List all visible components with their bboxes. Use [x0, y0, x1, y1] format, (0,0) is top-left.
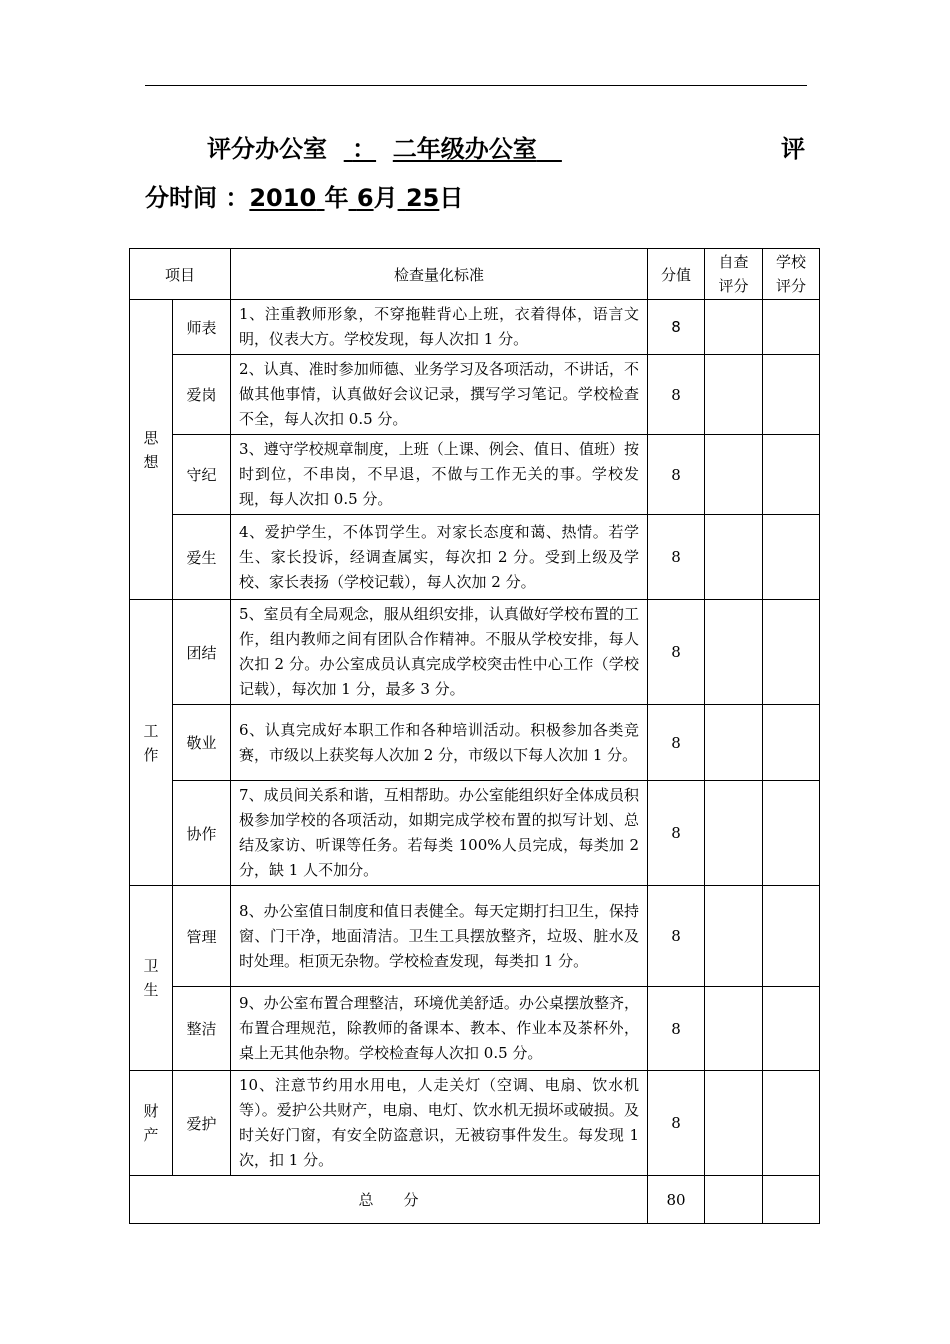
month-unit: 月: [373, 184, 398, 212]
score-value: 8: [648, 886, 705, 987]
table-row: [130, 515, 820, 600]
subitem-label: 管理: [173, 886, 231, 987]
score-value: 8: [648, 987, 705, 1071]
office-heading: [207, 134, 562, 164]
self-score-cell[interactable]: [705, 435, 763, 515]
total-row: [130, 1176, 820, 1224]
score-value: 8: [648, 300, 705, 355]
office-value: 二年级办公室: [392, 135, 537, 163]
criteria-text: 7、成员间关系和谐，互相帮助。办公室能组织好全体成员积极参加学校的各项活动，如期完成学校布置的拟写计划、总结及家访、听课等任务。若每类 100%人员完成，每类加 2 分，缺 1 人不加分。: [231, 781, 648, 886]
year-value: 2010: [249, 184, 317, 212]
header-school-score: 学校 评分: [763, 249, 820, 300]
criteria-text: 1、注重教师形象，不穿拖鞋背心上班，衣着得体，语言文明，仪表大方。学校发现，每人次扣 1 分。: [231, 300, 648, 355]
header-item: 项目: [130, 249, 231, 300]
day-value: 25: [405, 184, 440, 212]
evaluation-table: [129, 248, 820, 1224]
subitem-label: 协作: [173, 781, 231, 886]
subitem-label: 团结: [173, 600, 231, 705]
office-label: 评分办公室: [207, 135, 327, 163]
school-score-cell[interactable]: [763, 600, 820, 705]
table-row: [130, 1071, 820, 1176]
self-score-cell[interactable]: [705, 355, 763, 435]
self-score-cell[interactable]: [705, 886, 763, 987]
school-score-cell[interactable]: [763, 781, 820, 886]
self-score-cell[interactable]: [705, 300, 763, 355]
table-row: [130, 300, 820, 355]
category-hygiene: 卫 生: [130, 886, 173, 1071]
subitem-label: 爱岗: [173, 355, 231, 435]
month-value: 6: [356, 184, 374, 212]
school-total-cell[interactable]: [763, 1176, 820, 1224]
table-row: [130, 705, 820, 781]
school-score-cell[interactable]: [763, 355, 820, 435]
criteria-text: 5、室员有全局观念，服从组织安排，认真做好学校布置的工作，组内教师之间有团队合作精神。不服从学校安排，每人次扣 2 分。办公室成员认真完成学校突击性中心工作（学校记载），每次加 1 分，最多 3 分。: [231, 600, 648, 705]
school-score-cell[interactable]: [763, 300, 820, 355]
time-heading: [145, 183, 463, 213]
school-score-cell[interactable]: [763, 515, 820, 600]
total-label: 总 分: [130, 1176, 648, 1224]
school-score-cell[interactable]: [763, 987, 820, 1071]
criteria-text: 6、认真完成好本职工作和各种培训活动。积极参加各类竞赛，市级以上获奖每人次加 2 分，市级以下每人次加 1 分。: [231, 705, 648, 781]
school-score-cell[interactable]: [763, 705, 820, 781]
total-score: 80: [648, 1176, 705, 1224]
table-row: [130, 600, 820, 705]
criteria-text: 10、注意节约用水用电，人走关灯（空调、电扇、饮水机等）。爱护公共财产，电扇、电灯、饮水机无损坏或破损。及时关好门窗，有安全防盗意识，无被窃事件发生。每发现 1 次，扣 1 分。: [231, 1071, 648, 1176]
self-score-cell[interactable]: [705, 1071, 763, 1176]
year-unit: 年: [324, 184, 349, 212]
table-row: [130, 435, 820, 515]
subitem-label: 爱生: [173, 515, 231, 600]
header-score: 分值: [648, 249, 705, 300]
score-value: 8: [648, 1071, 705, 1176]
score-value: 8: [648, 705, 705, 781]
header-self-score: 自查 评分: [705, 249, 763, 300]
header-standard: 检查量化标准: [231, 249, 648, 300]
self-score-cell[interactable]: [705, 781, 763, 886]
table-row: [130, 355, 820, 435]
subitem-label: 守纪: [173, 435, 231, 515]
heading-wrap-char: 评: [781, 135, 805, 163]
self-total-cell[interactable]: [705, 1176, 763, 1224]
header-row: [130, 249, 820, 300]
office-colon: ：: [352, 135, 377, 163]
score-value: 8: [648, 515, 705, 600]
self-score-cell[interactable]: [705, 705, 763, 781]
self-score-cell[interactable]: [705, 600, 763, 705]
subitem-label: 敬业: [173, 705, 231, 781]
school-score-cell[interactable]: [763, 1071, 820, 1176]
day-unit: 日: [439, 184, 464, 212]
score-value: 8: [648, 355, 705, 435]
school-score-cell[interactable]: [763, 886, 820, 987]
self-score-cell[interactable]: [705, 987, 763, 1071]
top-rule: [145, 85, 807, 86]
criteria-text: 8、办公室值日制度和值日表健全。每天定期打扫卫生，保持窗、门干净，地面清洁。卫生工具摆放整齐，垃圾、脏水及时处理。柜顶无杂物。学校检查发现，每类扣 1 分。: [231, 886, 648, 987]
school-score-cell[interactable]: [763, 435, 820, 515]
criteria-text: 3、遵守学校规章制度，上班（上课、例会、值日、值班）按时到位，不串岗，不早退，不做与工作无关的事。学校发现，每人次扣 0.5 分。: [231, 435, 648, 515]
subitem-label: 整洁: [173, 987, 231, 1071]
table-row: [130, 781, 820, 886]
table-row: [130, 987, 820, 1071]
criteria-text: 2、认真、准时参加师德、业务学习及各项活动，不讲话，不做其他事情，认真做好会议记录，撰写学习笔记。学校检查不全，每人次扣 0.5 分。: [231, 355, 648, 435]
criteria-text: 4、爱护学生，不体罚学生。对家长态度和蔼、热情。若学生、家长投诉，经调查属实，每次扣 2 分。受到上级及学校、家长表扬（学校记载），每人次加 2 分。: [231, 515, 648, 600]
category-thought: 思 想: [130, 300, 173, 600]
category-work: 工 作: [130, 600, 173, 886]
subitem-label: 师表: [173, 300, 231, 355]
criteria-text: 9、办公室布置合理整洁，环境优美舒适。办公桌摆放整齐，布置合理规范，除教师的备课本、教本、作业本及茶杯外，桌上无其他杂物。学校检查每人次扣 0.5 分。: [231, 987, 648, 1071]
time-colon: ：: [225, 184, 250, 212]
score-value: 8: [648, 781, 705, 886]
score-value: 8: [648, 600, 705, 705]
category-property: 财 产: [130, 1071, 173, 1176]
subitem-label: 爱护: [173, 1071, 231, 1176]
table-row: [130, 886, 820, 987]
score-value: 8: [648, 435, 705, 515]
time-label: 分时间: [145, 184, 217, 212]
self-score-cell[interactable]: [705, 515, 763, 600]
